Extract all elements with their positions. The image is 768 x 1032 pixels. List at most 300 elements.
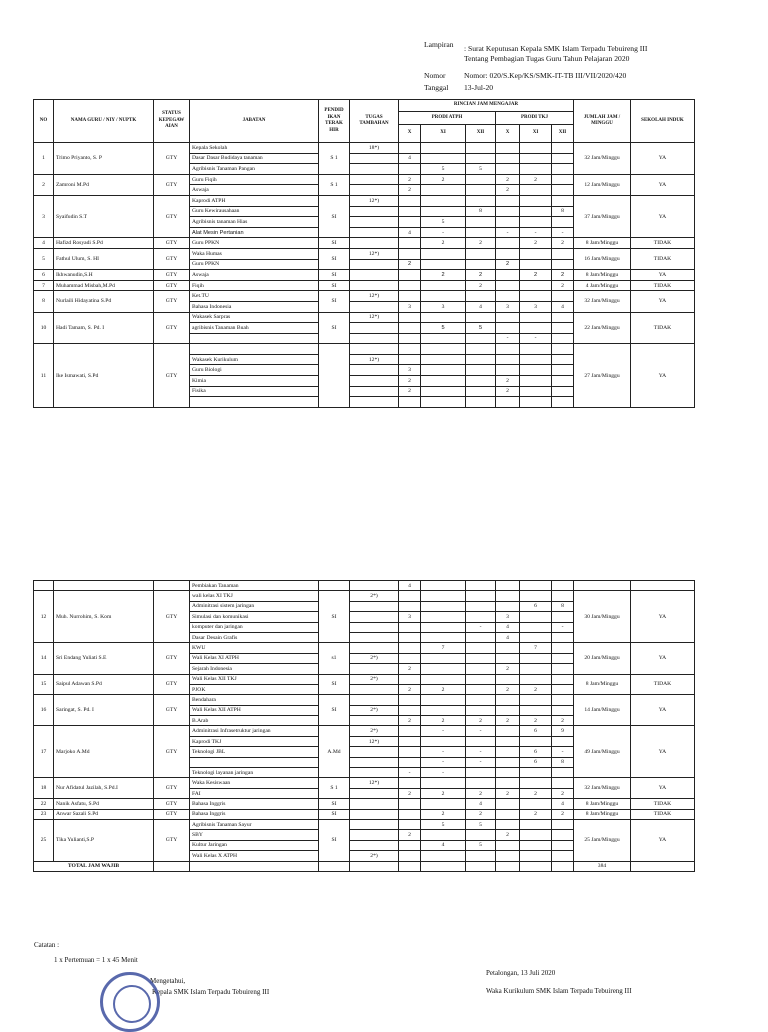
jam-cell (520, 344, 552, 355)
jam-cell (421, 397, 466, 408)
jabatan-cell: Waka Humas (190, 248, 319, 259)
teacher-status (154, 581, 190, 591)
jam-cell: 2 (520, 809, 552, 819)
jam-cell: 2 (552, 809, 574, 819)
jam-cell (466, 365, 496, 376)
jam-cell: 5 (421, 819, 466, 829)
teacher-pendidikan: SI (319, 270, 350, 281)
teacher-no: 14 (34, 643, 54, 674)
col-rincian: RINCIAN JAM MENGAJAR (399, 100, 574, 112)
teacher-nama: Nur Afidatul Jazilah, S.Pd.I (54, 778, 154, 799)
jam-cell: 5 (421, 323, 466, 334)
jabatan-cell: wali kelas XI TKJ (190, 591, 319, 601)
tugas-tambahan-cell (350, 280, 399, 291)
jam-cell (552, 323, 574, 334)
jabatan-cell: Bendahara (190, 695, 319, 705)
tugas-tambahan-cell (350, 270, 399, 281)
teacher-assignment-table-1 (33, 99, 695, 408)
jam-cell (496, 768, 520, 778)
jam-cell (552, 684, 574, 694)
jam-cell (520, 185, 552, 196)
table-row (34, 695, 695, 705)
jam-cell: 2 (421, 174, 466, 185)
jam-cell: 5 (466, 840, 496, 850)
tugas-tambahan-cell (350, 365, 399, 376)
jam-cell (552, 632, 574, 642)
teacher-nama: Anwar Sazali S.Pd (54, 809, 154, 819)
tugas-tambahan-cell: 2*) (350, 705, 399, 715)
school-stamp (100, 972, 160, 1032)
jabatan-cell: Agribisnis Tanaman Pangan (190, 164, 319, 175)
jam-cell (421, 195, 466, 206)
col-pendidikan: PENDID IKAN TERAK HIR (319, 100, 350, 143)
col-atph-x: X (399, 125, 421, 143)
jumlah-jam: 27 Jam/Minggu (574, 344, 631, 408)
jabatan-cell: Agribisnis tanaman Hias (190, 217, 319, 228)
jam-cell: 4 (399, 153, 421, 164)
jam-cell (421, 705, 466, 715)
jam-cell (496, 747, 520, 757)
jam-cell (399, 601, 421, 611)
jam-cell (421, 830, 466, 840)
col-atph-xi: XI (421, 125, 466, 143)
jam-cell (552, 344, 574, 355)
sekolah-induk: TIDAK (631, 674, 695, 695)
jam-cell (399, 799, 421, 809)
jam-cell: 2 (552, 270, 574, 281)
jam-cell (466, 248, 496, 259)
jam-cell: 2 (399, 376, 421, 387)
jam-cell (520, 248, 552, 259)
tugas-tambahan-cell (350, 323, 399, 334)
jam-cell (421, 622, 466, 632)
jam-cell (399, 248, 421, 259)
teacher-status: GTY (154, 280, 190, 291)
sekolah-induk: YA (631, 291, 695, 312)
jam-cell: 5 (421, 217, 466, 228)
jam-cell (552, 217, 574, 228)
jam-cell: 5 (466, 323, 496, 334)
tugas-tambahan-cell: 2*) (350, 851, 399, 861)
jam-cell (466, 851, 496, 861)
tugas-tambahan-cell (350, 174, 399, 185)
jabatan-cell: Bahasa Inggris (190, 809, 319, 819)
jam-cell: 2 (496, 788, 520, 798)
jam-cell (399, 736, 421, 746)
jam-cell (466, 778, 496, 788)
jam-cell: 8 (552, 206, 574, 217)
jabatan-cell: Guru Biologi (190, 365, 319, 376)
jumlah-jam: 4 Jam/Minggu (574, 280, 631, 291)
jumlah-jam: 37 Jam/Minggu (574, 195, 631, 237)
jam-cell (496, 653, 520, 663)
table-row (34, 143, 695, 154)
jumlah-jam: 12 Jam/Minggu (574, 174, 631, 195)
jam-cell (520, 799, 552, 809)
jumlah-jam: 16 Jam/Minggu (574, 248, 631, 269)
teacher-status: GTY (154, 174, 190, 195)
tugas-tambahan-cell (350, 830, 399, 840)
tugas-tambahan-cell (350, 768, 399, 778)
teacher-status: GTY (154, 238, 190, 249)
jam-cell: 2 (399, 664, 421, 674)
jam-cell (552, 354, 574, 365)
tugas-tambahan-cell (350, 799, 399, 809)
jam-cell (399, 280, 421, 291)
jam-cell: 2 (421, 270, 466, 281)
col-jumlah: JUMLAH JAM / MINGGU (574, 100, 631, 143)
jam-cell: 2 (496, 259, 520, 270)
tugas-tambahan-cell (350, 601, 399, 611)
jam-cell (552, 386, 574, 397)
jam-cell (496, 736, 520, 746)
jam-cell: 5 (466, 819, 496, 829)
jam-cell (421, 291, 466, 302)
table-row (34, 280, 695, 291)
teacher-status: GTY (154, 799, 190, 809)
jam-cell: 6 (520, 757, 552, 767)
teacher-no: 6 (34, 270, 54, 281)
tugas-tambahan-cell: 18*) (350, 143, 399, 154)
jam-cell (466, 174, 496, 185)
jam-cell (552, 643, 574, 653)
teacher-no: 3 (34, 195, 54, 237)
jam-cell (421, 153, 466, 164)
sekolah-induk: YA (631, 174, 695, 195)
jam-cell: 2 (466, 809, 496, 819)
jam-cell: - (552, 747, 574, 757)
jabatan-cell: Aswaja (190, 270, 319, 281)
jam-cell: 6 (520, 726, 552, 736)
jam-cell (496, 643, 520, 653)
jabatan-cell (190, 344, 319, 355)
jam-cell: 8 (552, 601, 574, 611)
jam-cell: 4 (421, 840, 466, 850)
jabatan-cell: Dasar Desain Grafis (190, 632, 319, 642)
jam-cell (496, 397, 520, 408)
teacher-nama: Muhammad Misbah,M.Pd (54, 280, 154, 291)
col-status: STATUS KEPEGAW AIAN (154, 100, 190, 143)
tanggal-label: Tanggal (424, 83, 449, 92)
jam-cell (399, 344, 421, 355)
jam-cell (520, 736, 552, 746)
table-row (34, 270, 695, 281)
jam-cell: 7 (520, 643, 552, 653)
teacher-no: 25 (34, 819, 54, 861)
sekolah-induk: TIDAK (631, 809, 695, 819)
jam-cell (552, 830, 574, 840)
jumlah-jam: 8 Jam/Minggu (574, 270, 631, 281)
jam-cell (496, 217, 520, 228)
jam-cell (421, 612, 466, 622)
teacher-nama: Nurlaili Hidayatina S.Pd (54, 291, 154, 312)
jabatan-cell: Wali Kelas XII TKJ (190, 674, 319, 684)
jam-cell (421, 248, 466, 259)
jam-cell (520, 840, 552, 850)
jam-cell: 3 (421, 301, 466, 312)
table-row (34, 174, 695, 185)
tugas-tambahan-cell (350, 238, 399, 249)
jam-cell: - (466, 757, 496, 767)
teacher-pendidikan: SI (319, 809, 350, 819)
jumlah-jam: 49 Jam/Minggu (574, 726, 631, 778)
jam-cell: 5 (466, 164, 496, 175)
jam-cell (466, 227, 496, 238)
jam-cell (496, 164, 520, 175)
jam-cell: 4 (399, 227, 421, 238)
tugas-tambahan-cell (350, 227, 399, 238)
jam-cell: 2 (399, 259, 421, 270)
jam-cell (399, 291, 421, 302)
sekolah-induk: TIDAK (631, 312, 695, 344)
jam-cell (496, 726, 520, 736)
jam-cell (496, 799, 520, 809)
tugas-tambahan-cell (350, 622, 399, 632)
jabatan-cell: Ket.TU (190, 291, 319, 302)
jam-cell (552, 705, 574, 715)
teacher-no: 12 (34, 591, 54, 643)
jam-cell (466, 632, 496, 642)
jabatan-cell: Dasar Dasar Budidaya tanaman (190, 153, 319, 164)
jam-cell (552, 153, 574, 164)
teacher-status: GTY (154, 143, 190, 175)
kepala-sekolah-title: Kepala SMK Islam Terpadu Tebuireng III (152, 988, 270, 996)
jam-cell: 3 (399, 301, 421, 312)
jam-cell (552, 819, 574, 829)
col-tkj-xii: XII (552, 125, 574, 143)
jam-cell (496, 195, 520, 206)
lampiran-label: Lampiran (424, 40, 454, 49)
jam-cell (421, 591, 466, 601)
jam-cell (466, 653, 496, 663)
jam-cell (496, 819, 520, 829)
jumlah-jam: 32 Jam/Minggu (574, 291, 631, 312)
col-tkj-x: X (496, 125, 520, 143)
teacher-assignment-table-2 (33, 580, 695, 872)
jam-cell (399, 354, 421, 365)
col-atph-xii: XII (466, 125, 496, 143)
sekolah-induk: YA (631, 591, 695, 643)
table-row (34, 726, 695, 736)
jabatan-cell: PJOK (190, 684, 319, 694)
jam-cell: 2 (552, 788, 574, 798)
jam-cell (496, 143, 520, 154)
jam-cell: 2 (399, 830, 421, 840)
jam-cell: 3 (399, 365, 421, 376)
jam-cell (520, 153, 552, 164)
jam-cell (399, 653, 421, 663)
teacher-status: GTY (154, 695, 190, 726)
jabatan-cell (190, 333, 319, 344)
jam-cell (399, 312, 421, 323)
jam-cell (552, 259, 574, 270)
jam-cell: 4 (466, 301, 496, 312)
teacher-pendidikan: SI (319, 695, 350, 726)
sekolah-induk: YA (631, 726, 695, 778)
jam-cell (552, 851, 574, 861)
jam-cell (496, 291, 520, 302)
jabatan-cell: Wali Kelas XI ATPH (190, 653, 319, 663)
jam-cell (496, 809, 520, 819)
mengetahui-label: Mengetahui, (150, 977, 186, 985)
jam-cell (552, 768, 574, 778)
jam-cell (496, 757, 520, 767)
jabatan-cell: Guru PPKN (190, 259, 319, 270)
jam-cell (421, 365, 466, 376)
teacher-nama: Hafizd Rosyadi S.Pd (54, 238, 154, 249)
jam-cell (421, 695, 466, 705)
tugas-tambahan-cell (350, 819, 399, 829)
sekolah-induk: YA (631, 270, 695, 281)
jam-cell (466, 344, 496, 355)
jam-cell (552, 591, 574, 601)
col-induk: SEKOLAH INDUK (631, 100, 695, 143)
jam-cell (466, 354, 496, 365)
jam-cell (520, 386, 552, 397)
jam-cell (421, 653, 466, 663)
jam-cell (496, 344, 520, 355)
table-row (34, 248, 695, 259)
jabatan-cell: Wakasek Kurikulum (190, 354, 319, 365)
tanggal-value: 13-Jul-20 (464, 83, 494, 92)
jam-cell: 2 (399, 788, 421, 798)
jabatan-cell: Kimia (190, 376, 319, 387)
jam-cell: 2 (520, 684, 552, 694)
jam-cell (552, 333, 574, 344)
jumlah-jam: 8 Jam/Minggu (574, 809, 631, 819)
jam-cell (496, 591, 520, 601)
jumlah-jam (574, 581, 631, 591)
sekolah-induk: YA (631, 778, 695, 799)
sekolah-induk: YA (631, 819, 695, 861)
jam-cell (466, 643, 496, 653)
jam-cell (520, 674, 552, 684)
jam-cell (421, 344, 466, 355)
table-row (34, 312, 695, 323)
jam-cell: 3 (399, 612, 421, 622)
jam-cell: 2 (520, 788, 552, 798)
tugas-tambahan-cell (350, 259, 399, 270)
jam-cell: 2 (421, 809, 466, 819)
teacher-pendidikan: SI (319, 248, 350, 269)
jam-cell (466, 195, 496, 206)
jam-cell: 2 (399, 684, 421, 694)
col-jabatan: JABATAN (190, 100, 319, 143)
jam-cell (399, 622, 421, 632)
lampiran-line2: Tentang Pembagian Tugas Guru Tahun Pelajaran 2020 (464, 54, 630, 63)
jam-cell: 2 (421, 238, 466, 249)
teacher-nama: Syaifudin S.T (54, 195, 154, 237)
jabatan-cell: Teknologi layanan jaringan (190, 768, 319, 778)
tugas-tambahan-cell: 2*) (350, 726, 399, 736)
jam-cell: 3 (496, 301, 520, 312)
jam-cell: 2 (421, 788, 466, 798)
jumlah-jam: 14 Jam/Minggu (574, 695, 631, 726)
teacher-nama: Saringat, S. Pd. I (54, 695, 154, 726)
jam-cell: - (552, 622, 574, 632)
jam-cell: 6 (520, 601, 552, 611)
jabatan-cell: Alat Mesin Pertanian (190, 227, 319, 238)
sekolah-induk: YA (631, 143, 695, 175)
tugas-tambahan-cell (350, 301, 399, 312)
teacher-pendidikan: SI (319, 312, 350, 344)
sekolah-induk: TIDAK (631, 248, 695, 269)
jam-cell (421, 664, 466, 674)
table-row (34, 195, 695, 206)
jam-cell (399, 143, 421, 154)
teacher-status: GTY (154, 344, 190, 408)
jabatan-cell: agribisnis Tanaman Buah (190, 323, 319, 334)
tugas-tambahan-cell: 12*) (350, 354, 399, 365)
jabatan-cell: Bahasa Inggris (190, 799, 319, 809)
jam-cell (399, 695, 421, 705)
jam-cell (399, 819, 421, 829)
jam-cell: 2 (466, 270, 496, 281)
lampiran-line1: : Surat Keputusan Kepala SMK Islam Terpadu Tebuireng III (464, 44, 648, 53)
jam-cell: 9 (552, 726, 574, 736)
tugas-tambahan-cell (350, 153, 399, 164)
teacher-pendidikan: SI (319, 591, 350, 643)
jam-cell: 2 (496, 185, 520, 196)
jam-cell (421, 736, 466, 746)
jabatan-cell: komputer dan jaringan (190, 622, 319, 632)
jabatan-cell: Adminitrasi sistem jaringan (190, 601, 319, 611)
jam-cell (496, 840, 520, 850)
table-row (34, 799, 695, 809)
jabatan-cell: Fiqih (190, 280, 319, 291)
jam-cell (552, 736, 574, 746)
jam-cell: 2 (496, 386, 520, 397)
teacher-status: GTY (154, 270, 190, 281)
jam-cell: - (466, 747, 496, 757)
jam-cell (399, 726, 421, 736)
jam-cell: 2 (552, 280, 574, 291)
jam-cell (496, 705, 520, 715)
jam-cell (421, 632, 466, 642)
teacher-no: 8 (34, 291, 54, 312)
jam-cell: 2 (466, 238, 496, 249)
jam-cell (552, 581, 574, 591)
teacher-pendidikan: S 1 (319, 174, 350, 195)
jam-cell (399, 397, 421, 408)
jam-cell: 2 (496, 684, 520, 694)
jabatan-cell: Guru Kewirausahaan (190, 206, 319, 217)
teacher-pendidikan: S 1 (319, 143, 350, 175)
jam-cell (520, 323, 552, 334)
jam-cell (520, 164, 552, 175)
jam-cell: 2 (399, 174, 421, 185)
jam-cell (520, 819, 552, 829)
tugas-tambahan-cell (350, 788, 399, 798)
jam-cell (466, 830, 496, 840)
jam-cell (421, 143, 466, 154)
jam-cell (421, 280, 466, 291)
jam-cell (496, 365, 520, 376)
teacher-no (34, 581, 54, 591)
tugas-tambahan-cell (350, 333, 399, 344)
tugas-tambahan-cell (350, 643, 399, 653)
jam-cell (520, 259, 552, 270)
jam-cell (520, 612, 552, 622)
jam-cell (520, 195, 552, 206)
teacher-pendidikan: SI (319, 195, 350, 237)
teacher-pendidikan (319, 581, 350, 591)
jam-cell (421, 386, 466, 397)
jam-cell (496, 581, 520, 591)
jam-cell (399, 164, 421, 175)
teacher-nama: Tika Yulianti,S.P (54, 819, 154, 861)
jam-cell (421, 333, 466, 344)
